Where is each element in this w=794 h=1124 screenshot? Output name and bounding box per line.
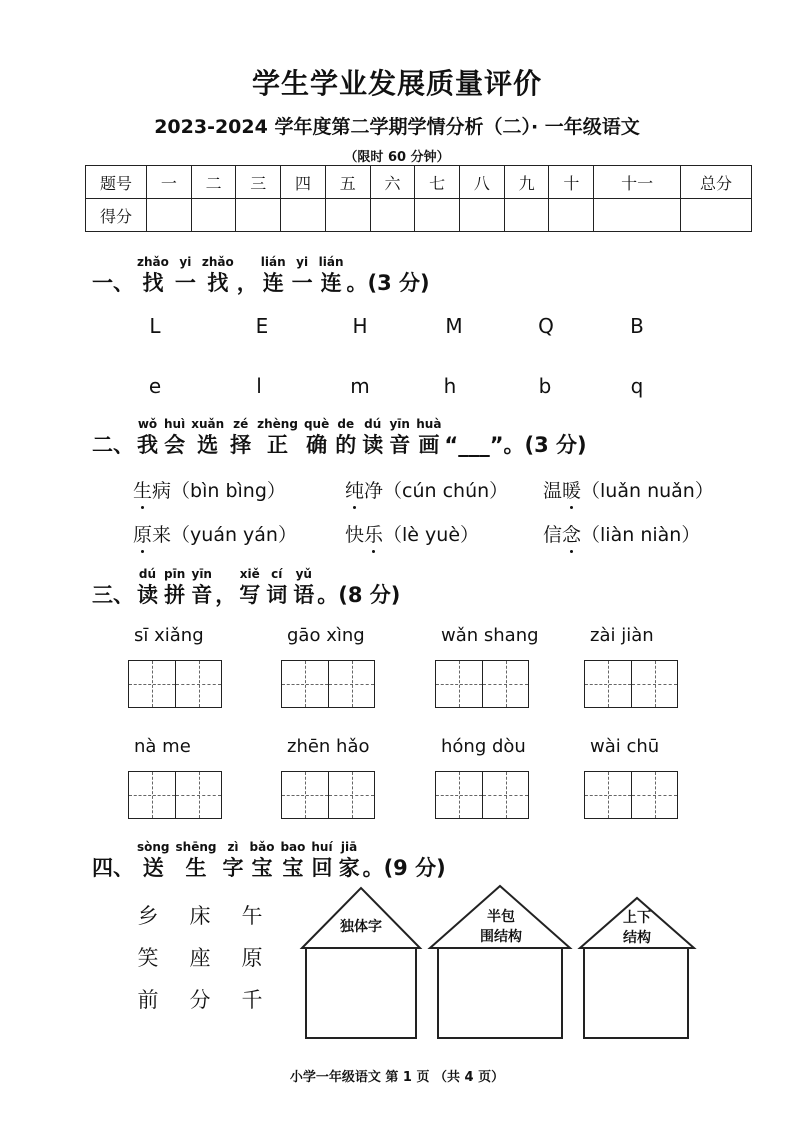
heading-char-with-pinyin (191, 418, 224, 458)
heading-character: 会 (164, 433, 186, 457)
heading-char-with-pinyin (137, 568, 158, 608)
section-2-heading (92, 418, 587, 458)
pinyin-annotation: cí (271, 567, 283, 581)
tianzige-cell[interactable] (328, 661, 374, 707)
letter-item[interactable]: h (443, 374, 457, 398)
pinyin-prompt: wǎn shang (441, 625, 539, 646)
table-cell: 二 (191, 166, 236, 199)
heading-character: 回 (311, 856, 333, 880)
score-blank[interactable] (370, 199, 415, 232)
table-cell: 九 (504, 166, 549, 199)
score-table-score-row (86, 199, 752, 232)
writing-box[interactable] (281, 660, 375, 708)
letter-item[interactable]: q (630, 374, 644, 398)
pinyin-options[interactable]: （yuán yán） (171, 524, 297, 546)
writing-box[interactable] (584, 660, 678, 708)
heading-char-with-pinyin (319, 256, 344, 296)
pronunciation-item (345, 520, 479, 547)
tianzige-cell[interactable] (282, 772, 328, 818)
tianzige-cell[interactable] (482, 772, 528, 818)
section-3-heading (92, 568, 400, 608)
word-char: 原 (133, 520, 152, 547)
uppercase-letters-row (0, 314, 794, 342)
pinyin-annotation: huà (416, 417, 442, 431)
character-item[interactable]: 座 (189, 946, 211, 970)
score-table-header-row (86, 166, 752, 199)
heading-char-with-pinyin (416, 418, 441, 458)
pronunciation-item (543, 520, 700, 547)
pinyin-options[interactable]: （lè yuè） (383, 524, 480, 546)
pinyin-prompt: wài chū (590, 736, 660, 757)
house-label-half-1: 半包 (487, 909, 515, 925)
score-blank[interactable] (594, 199, 681, 232)
word-char: 信 (543, 524, 563, 546)
score-blank[interactable] (504, 199, 549, 232)
heading-character: 词 (266, 583, 288, 607)
house-body[interactable] (584, 948, 688, 1038)
table-cell: 总分 (681, 166, 752, 199)
letter-item[interactable]: b (538, 374, 552, 398)
pinyin-annotation: huì (164, 417, 186, 431)
writing-box[interactable] (281, 771, 375, 819)
pinyin-annotation: lián (318, 255, 344, 269)
tianzige-cell[interactable] (585, 772, 631, 818)
pinyin-annotation: xuǎn (191, 417, 225, 431)
writing-box[interactable] (128, 660, 222, 708)
heading-char-with-pinyin (362, 418, 383, 458)
pinyin-annotation: sòng (137, 840, 170, 854)
heading-char-with-pinyin (191, 568, 212, 608)
heading-char-with-pinyin (280, 841, 305, 881)
pinyin-annotation: huí (311, 840, 333, 854)
word-char: 来 (152, 524, 172, 546)
table-cell: 得分 (86, 199, 147, 232)
word-char: 快 (345, 524, 365, 546)
tianzige-cell[interactable] (482, 661, 528, 707)
letter-item[interactable]: Q (538, 314, 554, 338)
pinyin-annotation: dú (364, 417, 382, 431)
letter-item[interactable]: H (352, 314, 368, 338)
heading-character: 找 (142, 271, 164, 295)
heading-char-with-pinyin (202, 256, 234, 296)
letter-item[interactable]: L (149, 314, 161, 338)
table-cell: 七 (415, 166, 460, 199)
character-list (0, 900, 300, 1030)
heading-char-with-pinyin (215, 568, 236, 608)
heading-char-with-pinyin (389, 418, 410, 458)
heading-char-with-pinyin (250, 841, 275, 881)
heading-char-with-pinyin (137, 841, 170, 881)
score-blank[interactable] (325, 199, 370, 232)
character-item[interactable]: 笑 (137, 946, 159, 970)
pinyin-annotation: què (303, 417, 330, 431)
heading-character: 连 (262, 271, 284, 295)
pronunciation-item (543, 476, 714, 503)
character-item[interactable]: 午 (241, 904, 263, 928)
table-cell: 一 (147, 166, 192, 199)
pinyin-annotation: xiě (239, 567, 260, 581)
table-cell: 三 (236, 166, 281, 199)
section-number: 三、 (92, 583, 134, 607)
heading-character: 一 (291, 271, 313, 295)
heading-character: 确 (306, 433, 328, 457)
heading-character: 家 (338, 856, 360, 880)
section-points: 。(9 分) (362, 856, 446, 880)
writing-box[interactable] (584, 771, 678, 819)
heading-char-with-pinyin (293, 568, 314, 608)
pinyin-annotation: de (337, 417, 355, 431)
table-cell: 五 (325, 166, 370, 199)
score-blank[interactable] (191, 199, 236, 232)
heading-char-with-pinyin (230, 418, 251, 458)
heading-char-with-pinyin (311, 841, 332, 881)
time-limit: （限时 60 分钟） (344, 150, 450, 165)
character-item[interactable]: 乡 (137, 904, 159, 928)
section-1-heading (92, 256, 430, 296)
section-points: 。(8 分) (317, 583, 401, 607)
exam-subtitle: 2023-2024 学年度第二学期学情分析（二）· 一年级语文 (154, 116, 640, 138)
heading-char-with-pinyin (335, 418, 356, 458)
heading-character: 送 (142, 856, 164, 880)
pronunciation-item (345, 476, 508, 503)
word-char: 病 (152, 480, 172, 502)
table-cell: 题号 (86, 166, 147, 199)
section-4-heading (92, 841, 446, 881)
word-char: 生 (133, 476, 152, 503)
pinyin-prompt: zhēn hǎo (287, 736, 370, 757)
tianzige-cell[interactable] (129, 661, 175, 707)
heading-char-with-pinyin (339, 841, 360, 881)
tianzige-cell[interactable] (175, 661, 221, 707)
tianzige-cell[interactable] (175, 772, 221, 818)
score-blank[interactable] (281, 199, 326, 232)
pinyin-annotation: yǔ (295, 567, 312, 581)
word-char: 净 (364, 480, 384, 502)
score-blank[interactable] (681, 199, 752, 232)
pinyin-options[interactable]: （bìn bìng） (171, 480, 286, 502)
heading-char-with-pinyin (257, 418, 298, 458)
heading-character: 宝 (282, 856, 304, 880)
character-item[interactable]: 床 (189, 904, 211, 928)
letter-item[interactable]: B (630, 314, 644, 338)
pronunciation-item (133, 476, 286, 503)
section-number: 二、 (92, 433, 134, 457)
heading-character: 字 (222, 856, 244, 880)
tianzige-cell[interactable] (631, 772, 677, 818)
heading-char-with-pinyin (176, 841, 217, 881)
heading-char-with-pinyin (292, 256, 313, 296)
table-cell: 十 (549, 166, 594, 199)
heading-char-with-pinyin (164, 418, 185, 458)
heading-char-with-pinyin (137, 418, 158, 458)
score-blank[interactable] (460, 199, 505, 232)
tianzige-cell[interactable] (328, 772, 374, 818)
pinyin-annotation: zhǎo (201, 255, 234, 269)
section-points: “___”。(3 分) (444, 433, 587, 457)
pinyin-prompt: nà me (134, 736, 191, 757)
heading-character: 语 (293, 583, 315, 607)
pinyin-prompt: hóng dòu (441, 736, 526, 757)
pronunciation-item (133, 520, 297, 547)
pronunciation-items (0, 476, 794, 556)
heading-character: ， (236, 271, 258, 295)
lowercase-letters-row (0, 374, 794, 402)
tianzige-cell[interactable] (129, 772, 175, 818)
pinyin-annotation: yīn (389, 417, 410, 431)
letter-item[interactable]: m (350, 374, 370, 398)
table-cell: 四 (281, 166, 326, 199)
heading-character: ， (215, 583, 237, 607)
word-char: 乐 (364, 520, 383, 547)
word-char: 温 (543, 480, 563, 502)
table-cell: 六 (370, 166, 415, 199)
heading-char-with-pinyin (175, 256, 196, 296)
section-number: 四、 (92, 856, 134, 880)
pinyin-annotation (237, 256, 258, 270)
heading-character: 生 (185, 856, 207, 880)
pinyin-annotation (215, 568, 236, 582)
pinyin-annotation: zé (233, 417, 249, 431)
page-title: 学生学业发展质量评价 (251, 67, 542, 100)
heading-character: 写 (239, 583, 261, 607)
heading-char-with-pinyin (237, 256, 258, 296)
section-points: 。(3 分) (346, 271, 430, 295)
pinyin-annotation: dú (138, 567, 157, 581)
pinyin-options[interactable]: （luǎn nuǎn） (581, 480, 714, 502)
heading-character: 选 (197, 433, 219, 457)
pinyin-annotation: lián (260, 255, 286, 269)
heading-char-with-pinyin (304, 418, 329, 458)
pinyin-annotation: zhèng (257, 417, 298, 431)
heading-character: 拼 (164, 583, 186, 607)
heading-character: 音 (389, 433, 411, 457)
house-label-topbottom-1: 上下 (623, 910, 651, 926)
writing-box[interactable] (435, 771, 529, 819)
heading-character: 连 (320, 271, 342, 295)
pinyin-prompt: gāo xìng (287, 625, 365, 646)
tianzige-cell[interactable] (631, 661, 677, 707)
score-blank[interactable] (236, 199, 281, 232)
score-blank[interactable] (147, 199, 192, 232)
heading-char-with-pinyin (137, 256, 169, 296)
heading-char-with-pinyin (164, 568, 185, 608)
page-footer: 小学一年级语文 第 1 页 （共 4 页） (289, 1070, 505, 1085)
pinyin-writing-grid (0, 625, 794, 825)
heading-character: 一 (174, 271, 196, 295)
table-cell: 十一 (594, 166, 681, 199)
pinyin-annotation: zhǎo (137, 255, 169, 269)
word-char: 暖 (562, 476, 581, 503)
heading-character: 宝 (251, 856, 273, 880)
heading-character: 择 (230, 433, 252, 457)
tianzige-cell[interactable] (436, 661, 482, 707)
table-cell: 八 (460, 166, 505, 199)
letter-item[interactable]: l (256, 374, 262, 398)
pinyin-annotation: yi (296, 255, 309, 269)
character-item[interactable]: 前 (137, 988, 159, 1012)
character-item[interactable]: 分 (189, 988, 211, 1012)
heading-character: 的 (335, 433, 357, 457)
pinyin-annotation: zì (227, 840, 239, 854)
house-single-structure[interactable] (302, 888, 420, 1038)
word-char: 念 (562, 520, 581, 547)
writing-box[interactable] (435, 660, 529, 708)
letter-item[interactable]: M (445, 314, 463, 338)
pinyin-annotation: jiā (340, 840, 358, 854)
house-label-single: 独体字 (340, 919, 382, 935)
tianzige-cell[interactable] (585, 661, 631, 707)
writing-box[interactable] (128, 771, 222, 819)
house-label-topbottom-2: 结构 (623, 930, 651, 946)
pinyin-prompt: sī xiǎng (134, 625, 204, 646)
heading-character: 音 (191, 583, 213, 607)
score-blank[interactable] (549, 199, 594, 232)
pinyin-annotation: wǒ (137, 417, 158, 431)
letter-item[interactable]: E (255, 314, 269, 338)
heading-character: 找 (207, 271, 229, 295)
pinyin-prompt: zài jiàn (590, 625, 654, 646)
pinyin-annotation: yīn (191, 567, 212, 581)
house-label-half-2: 围结构 (480, 929, 522, 945)
house-body[interactable] (438, 948, 562, 1038)
character-item[interactable]: 千 (241, 988, 263, 1012)
letter-item[interactable]: e (148, 374, 162, 398)
heading-character: 我 (137, 433, 158, 457)
heading-character: 读 (362, 433, 384, 457)
score-blank[interactable] (415, 199, 460, 232)
house-body[interactable] (306, 948, 416, 1038)
heading-char-with-pinyin (239, 568, 260, 608)
pinyin-options[interactable]: （cún chún） (383, 480, 509, 502)
heading-char-with-pinyin (266, 568, 287, 608)
heading-character: 正 (267, 433, 289, 457)
heading-character: 读 (137, 583, 158, 607)
character-item[interactable]: 原 (241, 946, 263, 970)
pinyin-annotation: bǎo (249, 840, 275, 854)
pinyin-annotation: bao (280, 840, 306, 854)
heading-char-with-pinyin (261, 256, 286, 296)
score-table (85, 165, 752, 232)
pinyin-annotation: shēng (175, 840, 217, 854)
pinyin-options[interactable]: （liàn niàn） (581, 524, 701, 546)
pinyin-annotation: yi (179, 255, 192, 269)
heading-character: 画 (418, 433, 440, 457)
word-char: 纯 (345, 476, 364, 503)
pinyin-annotation: pīn (164, 567, 186, 581)
section-number: 一、 (92, 271, 134, 295)
heading-char-with-pinyin (223, 841, 244, 881)
tianzige-cell[interactable] (436, 772, 482, 818)
tianzige-cell[interactable] (282, 661, 328, 707)
